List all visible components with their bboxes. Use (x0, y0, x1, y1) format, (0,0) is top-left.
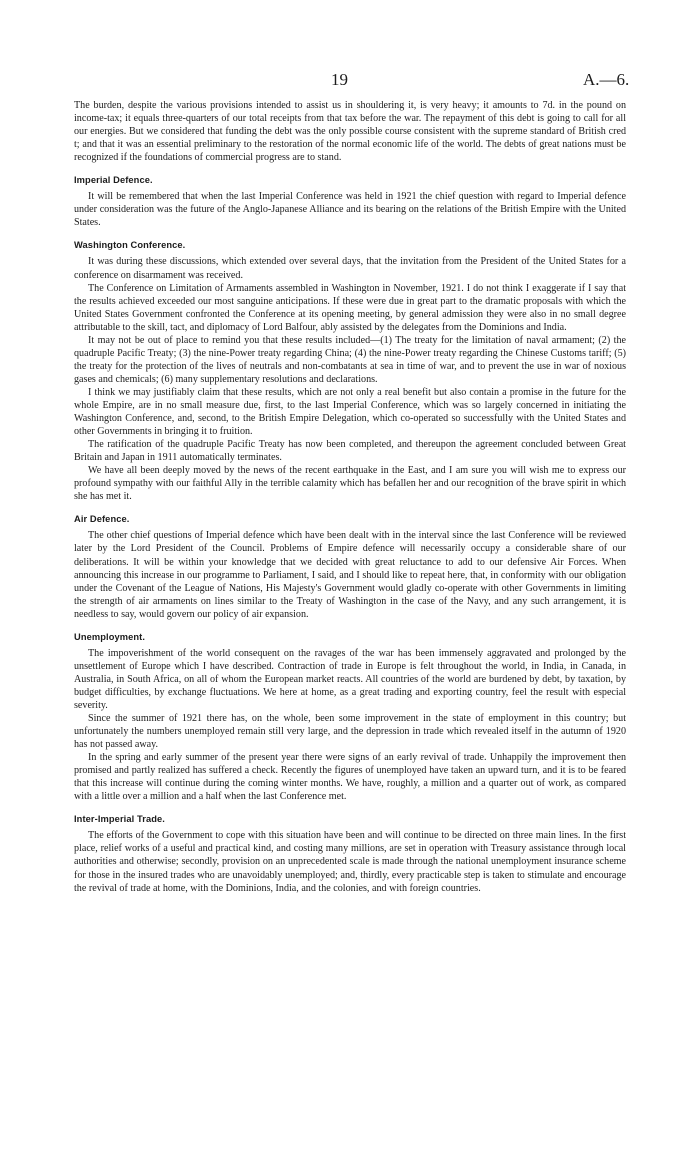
section-heading-washington-conference: Washington Conference. (74, 240, 186, 251)
paragraph: I think we may justifiably claim that these results, which are not only a real benefit but also contain a promise in the future for the whole Empire, are in no small measure due, first, to the last Imperial Conference, which was so largely concerned in initiating the Washington Conference, and, second, to the British Empire Delegation, which co-operated so successfully with the United States and other Governments in bringing it to fruition. (74, 386, 626, 438)
paragraph: The burden, despite the various provisions intended to assist us in shouldering it, is very heavy; it amounts to 7d. in the pound on income-tax; it equals three-quarters of our total receipts from that tax before the war. The repayment of this debt is going to call for all our energies. But we considered that funding the debt was the only possible course consistent with the supreme standard of British cred t; and that it was an essential preliminary to the restoration of the normal economic life of the world. The debts of great nations must be recognized if the foundations of commercial progress are to stand. (74, 100, 626, 164)
paragraph: The efforts of the Government to cope with this situation have been and will continue to be directed on three main lines. In the first place, relief works of a useful and practical kind, and costing many millions, are set in operation with Treasury assistance through local authorities and otherwise; secondly, provision on an unprecedented scale is made through the national unemployment insurance scheme for those in the insured trades who are unavoidably unemployed; and, thirdly, every practicable step is taken to stimulate and encourage the revival of trade at home, with the Dominions, India, and the colonies, and with foreign countries. (74, 830, 626, 894)
page-number: 19 (331, 70, 348, 89)
document-reference: A.—6. (583, 70, 630, 89)
body-text (74, 99, 626, 895)
paragraph: The ratification of the quadruple Pacific Treaty has now been completed, and thereupon the agreement concluded between Great Britain and Japan in 1911 automatically terminates. (74, 439, 626, 464)
paragraph: In the spring and early summer of the present year there were signs of an early revival of trade. Unhappily the improvement then promised and partly realized has suffered a check. Recently the figures of unemployed have taken an upward turn, and it is to be feared that this increase will continue during the coming winter months. We have, roughly, a million and a quarter out of work, as compared with a little over a million and a half when the last Conference met. (74, 752, 626, 803)
paragraph: It was during these discussions, which extended over several days, that the invitation from the President of the United States for a conference on disarmament was received. (74, 256, 626, 281)
page-header (0, 70, 700, 94)
paragraph: We have all been deeply moved by the news of the recent earthquake in the East, and I am sure you will wish me to express our profound sympathy with our faithful Ally in the terrible calamity which has befallen her and our recognition of the brave spirit in which she has met it. (74, 465, 626, 503)
section-heading-air-defence: Air Defence. (74, 514, 130, 525)
section-heading-inter-imperial-trade: Inter-Imperial Trade. (74, 814, 165, 825)
paragraph: It may not be out of place to remind you that these results included—(1) The treaty for the limitation of naval armament; (2) the quadruple Pacific Treaty; (3) the nine-Power treaty regarding China; (4) the nine-Power treaty regarding the Chinese Customs tariff; (5) the treaty for the protection of the lives of neutrals and non-combatants at sea in time of war, and to prevent the use in war of noxious gases and chemicals; (6) many supplementary resolutions and declarations. (74, 334, 626, 385)
paragraph: It will be remembered that when the last Imperial Conference was held in 1921 the chief question with regard to Imperial defence under consideration was the future of the Anglo-Japanese Alliance and its bearing on the relations of the British Empire with the United States. (74, 191, 626, 229)
section-heading-unemployment: Unemployment. (74, 631, 146, 642)
section-heading-imperial-defence: Imperial Defence. (74, 175, 153, 186)
paragraph: The other chief questions of Imperial defence which have been dealt with in the interval since the last Conference will be reviewed later by the Lord President of the Council. Problems of Empire defence will necessarily occupy a considerable share of our deliberations. It will be within your knowledge that we decided with great reluctance to add to our defensive Air Forces. When announcing this increase in our programme to Parliament, I said, and I should like to repeat here, that, in conformity with our obligation under the Covenant of the League of Nations, His Majesty's Government would gladly co-operate with other Governments in limiting the strength of air armaments on lines similar to the Treaty of Washington in the case of the Navy, and any such arrangement, it is needless to say, would govern our policy of air expansion. (74, 530, 626, 620)
paragraph: The Conference on Limitation of Armaments assembled in Washington in November, 1921. I do not think I exaggerate if I say that the results achieved exceeded our most sanguine anticipations. If these were due in great part to the dramatic proposals with which the United States Government confronted the Conference at its opening meeting, by general admission they were also in no small degree attributable to the skill, tact, and diplomacy of Lord Balfour, ably assisted by the delegates from the Dominions and India. (74, 282, 626, 333)
paragraph: Since the summer of 1921 there has, on the whole, been some improvement in the state of employment in this country; but unfortunately the numbers unemployed remain still very large, and the depression in trade which revealed itself in the autumn of 1920 has not passed away. (74, 713, 626, 751)
paragraph: The impoverishment of the world consequent on the ravages of the war has been immensely aggravated and prolonged by the unsettlement of Europe which I have described. Contraction of trade in Europe is felt throughout the world, in India, in Canada, in Australia, in South Africa, on all of whom the European market reacts. All countries of the world are burdened by debt, by taxation, by budget difficulties, by exchange fluctuations. We here at home, as a great trading and exporting country, feel the result with especial severity. (74, 647, 626, 711)
